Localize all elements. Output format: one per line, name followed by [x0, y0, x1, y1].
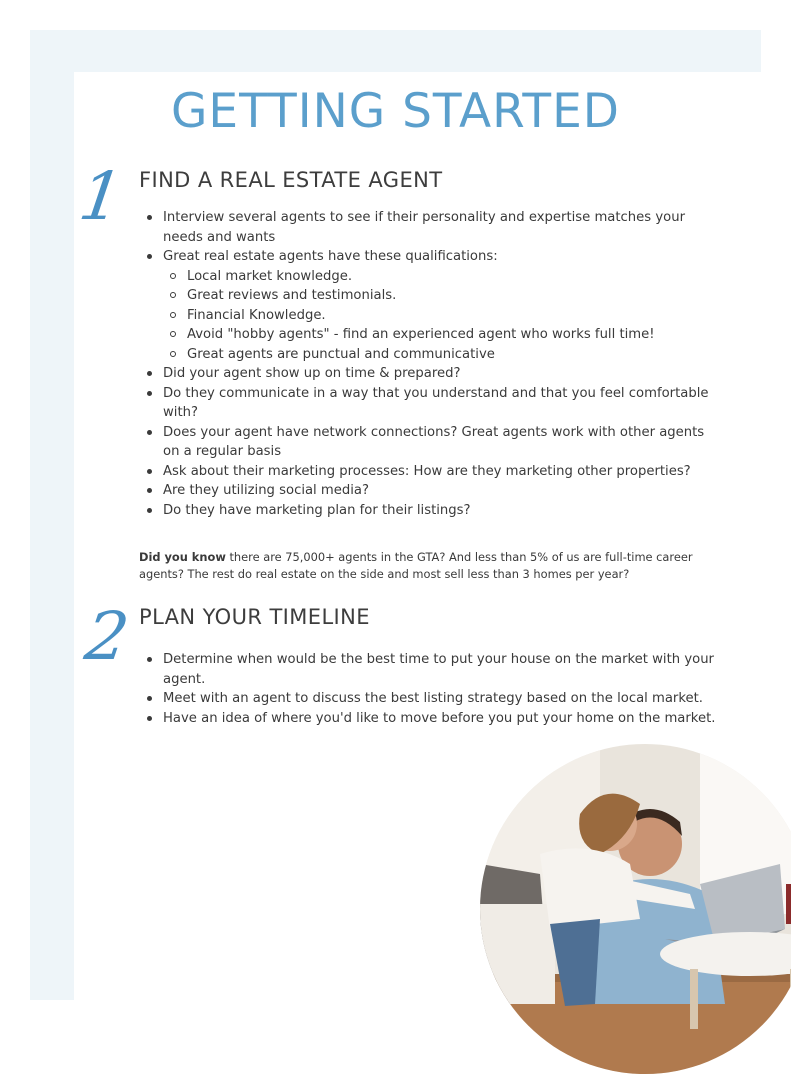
list-item: Ask about their marketing processes: How are they marketing other properties? [140, 462, 720, 482]
list-item: Determine when would be the best time to put your house on the market with your agent. [140, 650, 720, 689]
list-item: Meet with an agent to discuss the best listing strategy based on the local market. [140, 689, 720, 709]
list-item: Does your agent have network connections? Great agents work with other agents on a regular basis [140, 423, 720, 462]
list-item: Are they utilizing social media? [140, 481, 720, 501]
section-2-list [140, 650, 720, 728]
qualifications-sublist [163, 267, 720, 365]
sub-list-item: Great agents are punctual and communicative [163, 345, 720, 365]
did-you-know-note [139, 549, 719, 583]
list-item: Do they communicate in a way that you understand and that you feel comfortable with? [140, 384, 720, 423]
section-heading-2: PLAN YOUR TIMELINE [139, 605, 370, 629]
section-1-list [140, 208, 720, 520]
list-item: Do they have marketing plan for their listings? [140, 501, 720, 521]
photo-illustration [480, 744, 791, 1074]
did-you-know-label: Did you know [139, 550, 226, 565]
list-item-with-sublist [140, 247, 720, 364]
sub-list-item: Avoid "hobby agents" - find an experienced agent who works full time! [163, 325, 720, 345]
did-you-know-text: there are 75,000+ agents in the GTA? And less than 5% of us are full-time career agents? The rest do real estate on the side and most sell less than 3 homes per year? [139, 550, 693, 582]
section-heading-1: FIND A REAL ESTATE AGENT [139, 168, 443, 192]
section-number-1: 1 [74, 158, 128, 235]
sub-list-item: Great reviews and testimonials. [163, 286, 720, 306]
list-item-text: Great real estate agents have these qualifications: [163, 249, 498, 264]
couple-laptop-photo [480, 744, 791, 1074]
sub-list-item: Local market knowledge. [163, 267, 720, 287]
list-item: Interview several agents to see if their personality and expertise matches your needs and wants [140, 208, 720, 247]
list-item: Have an idea of where you'd like to move before you put your home on the market. [140, 709, 720, 729]
sub-list-item: Financial Knowledge. [163, 306, 720, 326]
section-number-2: 2 [80, 598, 134, 675]
list-item: Did your agent show up on time & prepared? [140, 364, 720, 384]
page-title: GETTING STARTED [171, 84, 620, 139]
